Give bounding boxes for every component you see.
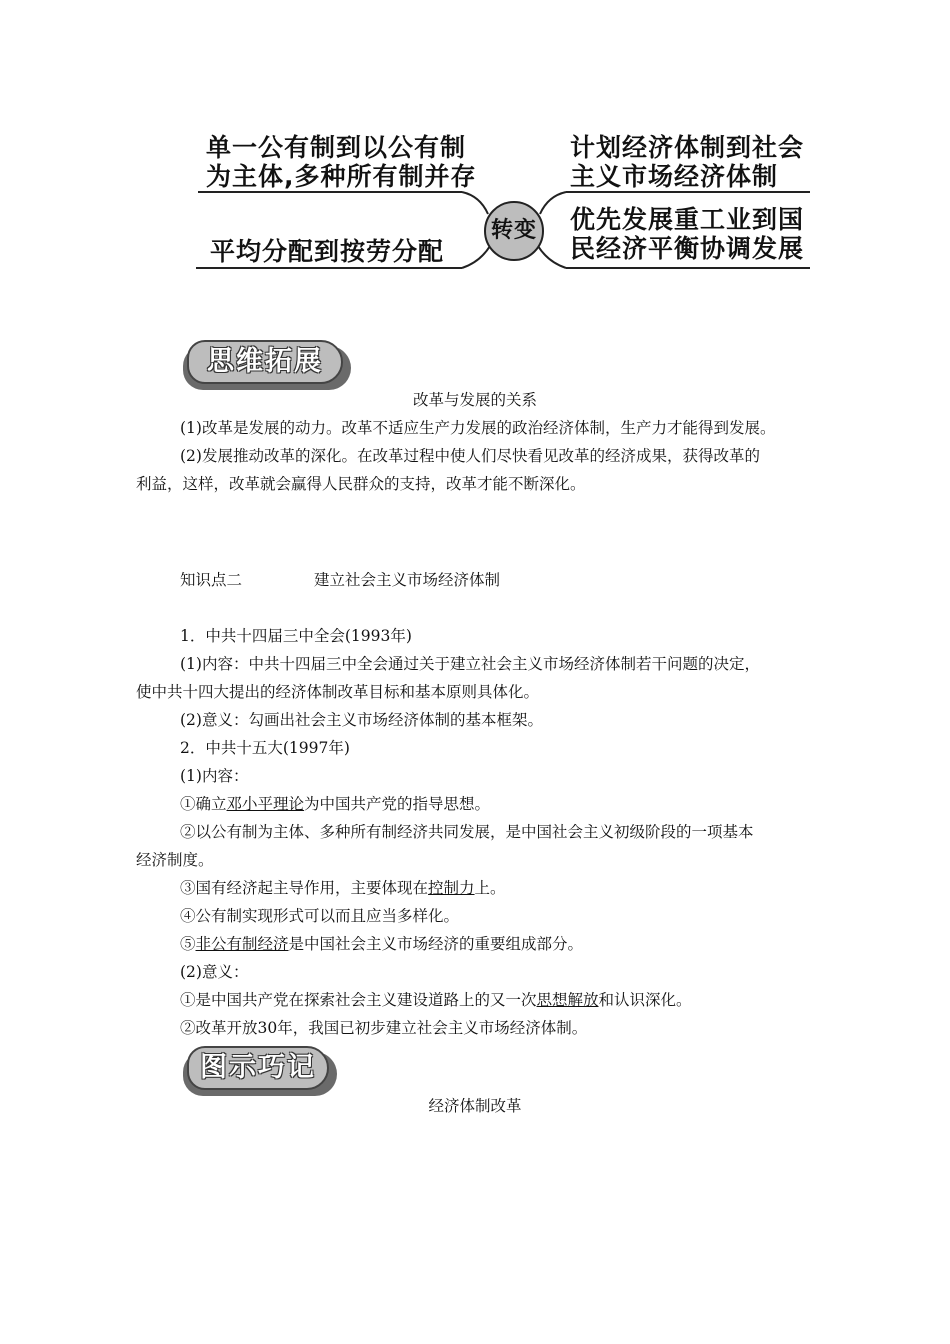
underlined-term: 控制力 <box>428 879 475 897</box>
banner-label: 图示巧记 <box>187 1046 329 1090</box>
paragraph: 利益，这样，改革就会赢得人民群众的支持，改革才能不断深化。 <box>136 475 586 493</box>
top-right-line1: 计划经济体制到社会 <box>570 133 805 162</box>
top-left-line2: 为主体,多种所有制并存 <box>206 162 477 191</box>
knowledge-point-label: 知识点二 <box>180 571 243 589</box>
top-right-line2: 主义市场经济体制 <box>570 162 779 191</box>
bottom-right-line1: 优先发展重工业到国 <box>570 205 805 234</box>
content-point-1: ①确立邓小平理论为中国共产党的指导思想。 <box>180 795 491 813</box>
paragraph: (1)改革是发展的动力。改革不适应生产力发展的政治经济体制，生产力才能得到发展。 <box>180 419 776 437</box>
section-title: 经济体制改革 <box>428 1097 522 1115</box>
section-title: 改革与发展的关系 <box>412 391 537 409</box>
underlined-term: 邓小平理论 <box>226 795 305 813</box>
meaning-point-2: ②改革开放30年，我国已初步建立社会主义市场经济体制。 <box>180 1019 588 1037</box>
list-item: 1．中共十四届三中全会(1993年) <box>180 627 412 645</box>
underlined-term: 思想解放 <box>536 991 599 1009</box>
knowledge-point-title: 建立社会主义市场经济体制 <box>314 571 501 589</box>
diagram-lines <box>0 0 950 300</box>
paragraph: (2)发展推动改革的深化。在改革过程中使人们尽快看见改革的经济成果，获得改革的 <box>180 447 760 465</box>
content-point-4: ④公有制实现形式可以而且应当多样化。 <box>180 907 460 925</box>
center-label: 转变 <box>490 218 537 243</box>
content-point-3: ③国有经济起主导作用，主要体现在控制力上。 <box>180 879 506 897</box>
paragraph: (2)意义： <box>180 963 249 981</box>
thinking-extension-banner <box>183 340 343 384</box>
banner-label: 思维拓展 <box>187 340 343 384</box>
top-left-line1: 单一公有制到以公有制 <box>206 133 467 162</box>
underlined-term: 非公有制经济 <box>195 935 289 953</box>
bottom-left-label: 平均分配到按劳分配 <box>210 237 445 266</box>
list-item: 2．中共十五大(1997年) <box>180 739 350 757</box>
paragraph: 使中共十四大提出的经济体制改革目标和基本原则具体化。 <box>136 683 540 701</box>
paragraph: (1)内容： <box>180 767 249 785</box>
meaning-point-1: ①是中国共产党在探索社会主义建设道路上的又一次思想解放和认识深化。 <box>180 991 692 1009</box>
diagram-memory-banner <box>183 1046 329 1090</box>
paragraph: (1)内容：中共十四届三中全会通过关于建立社会主义市场经济体制若干问题的决定， <box>180 655 760 673</box>
content-point-5: ⑤非公有制经济是中国社会主义市场经济的重要组成部分。 <box>180 935 584 953</box>
content-point-2: ②以公有制为主体、多种所有制经济共同发展，是中国社会主义初级阶段的一项基本 <box>180 823 754 841</box>
content-point-2-cont: 经济制度。 <box>136 851 214 869</box>
bottom-right-line2: 民经济平衡协调发展 <box>570 234 805 263</box>
paragraph: (2)意义：勾画出社会主义市场经济体制的基本框架。 <box>180 711 543 729</box>
